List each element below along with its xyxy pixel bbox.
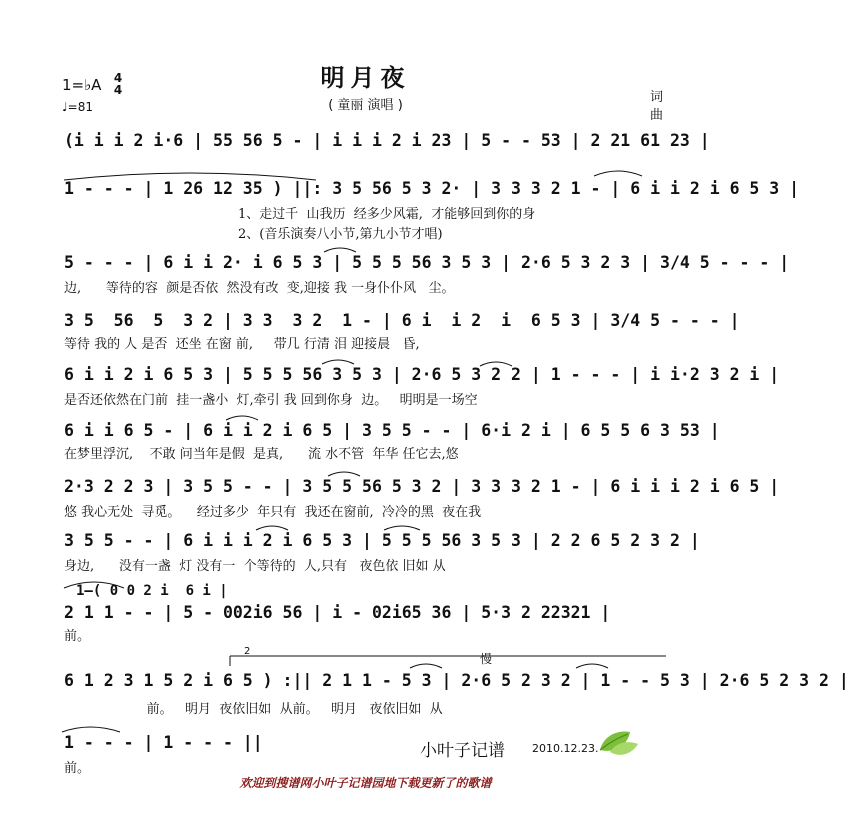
notation-row-8: 3 5 5 - - | 6 i i i 2 i 6 5 3 | 5 5 5 56 3 5 3 | 2 2 6 5 2 3 2 | (64, 531, 700, 550)
notation-row-2: 1 - - - | 1 26 12 35 ) ||: 3 5 56 5 3 2· | 3 3 3 2 1 - | 6 i i 2 i 6 5 3 | (64, 179, 800, 198)
lyric-row-8: 身边, 没有一盏 灯 没有一 个等待的 人,只有 夜色依 旧如 从 (64, 559, 446, 574)
notation-row-7: 2·3 2 2 3 | 3 5 5 - - | 3 5 5 56 5 3 2 | 3 3 3 2 1 - | 6 i i i 2 i 6 5 | (64, 477, 780, 496)
notation-row-11: 1 - - - | 1 - - - || (64, 733, 263, 752)
footer-banner: 欢迎到搜谱网小叶子记谱园地下载更新了的歌谱 (239, 776, 492, 790)
lyric-row-9: 前。 (64, 629, 91, 644)
key-signature: 1=♭A (62, 76, 102, 94)
time-signature-top: 4 (113, 71, 123, 85)
lyricist-label: 词 (650, 90, 664, 105)
lyric-row-11: 前。 (64, 761, 91, 776)
notation-row-1: (i i i 2 i·6 | 55 56 5 - | i i i 2 i 23 | 5 - - 53 | 2 21 61 23 | (64, 131, 710, 150)
tempo-slow-marking: 慢 (480, 652, 493, 666)
lyric-row-7: 悠 我心无处 寻觅。 经过多少 年只有 我还在窗前, 冷冷的黑 夜在我 (64, 505, 482, 520)
notation-row-6: 6 i i 6 5 - | 6 i i 2 i 6 5 | 3 5 5 - - | 6·i 2 i | 6 5 5 6 3 53 | (64, 421, 720, 440)
notation-row-5: 6 i i 2 i 6 5 3 | 5 5 5 56 3 5 3 | 2·6 5 3 2 2 | 1 - - - | i i·2 3 2 i | (64, 365, 780, 384)
transcriber-signature: 小叶子记谱 (420, 741, 505, 761)
lyric-row-5: 是否还依然在门前 挂一盏小 灯,牵引 我 回到你身 边。 明明是一场空 (64, 393, 478, 408)
lyric-row-3: 边, 等待的容 颜是否依 然没有改 变,迎接 我 一身仆仆风 尘。 (64, 281, 455, 296)
transcription-date: 2010.12.23. (532, 742, 599, 755)
notation-row-9-upper: 1—( 0 0 2 i 6 i | (76, 583, 228, 599)
volta-number: 2 (244, 646, 251, 657)
notation-row-10: 6 1 2 3 1 5 2 i 6 5 ) :|| 2 1 1 - 5 3 | 2·6 5 2 3 2 | 1 - - 5 3 | 2·6 5 2 3 2 | (64, 671, 849, 690)
notation-row-3: 5 - - - | 6 i i 2· i 6 5 3 | 5 5 5 56 3 5 3 | 2·6 5 3 2 3 | 3/4 5 - - - | (64, 253, 790, 272)
tempo-marking: ♩=81 (62, 100, 93, 114)
lyric-row-6: 在梦里浮沉, 不敢 问当年是假 是真, 流 水不管 年华 任它去,悠 (64, 447, 459, 462)
time-signature (112, 72, 124, 96)
notation-row-4: 3 5 56 5 3 2 | 3 3 3 2 1 - | 6 i i 2 i 6 5 3 | 3/4 5 - - - | (64, 311, 740, 330)
lyric-verse-2-note: 2、(音乐演奏八小节,第九小节才唱) (238, 227, 443, 242)
notation-row-9: 2 1 1 - - | 5 - 002i6 56 | i - 02i65 36 | 5·3 2 22321 | (64, 603, 611, 622)
lyric-row-4: 等待 我的 人 是否 还坐 在窗 前, 带几 行清 泪 迎接晨 昏, (64, 337, 420, 352)
time-signature-bottom: 4 (113, 83, 123, 97)
lyric-row-10: 前。 明月 夜依旧如 从前。 明月 夜依旧如 从 (64, 702, 443, 717)
song-title: 明月夜 (320, 63, 411, 92)
composer-label: 曲 (650, 108, 664, 123)
singer-line: ( 童丽 演唱 ) (328, 98, 403, 113)
lyric-verse-1: 1、走过千 山我历 经多少风霜, 才能够回到你的身 (238, 207, 536, 222)
